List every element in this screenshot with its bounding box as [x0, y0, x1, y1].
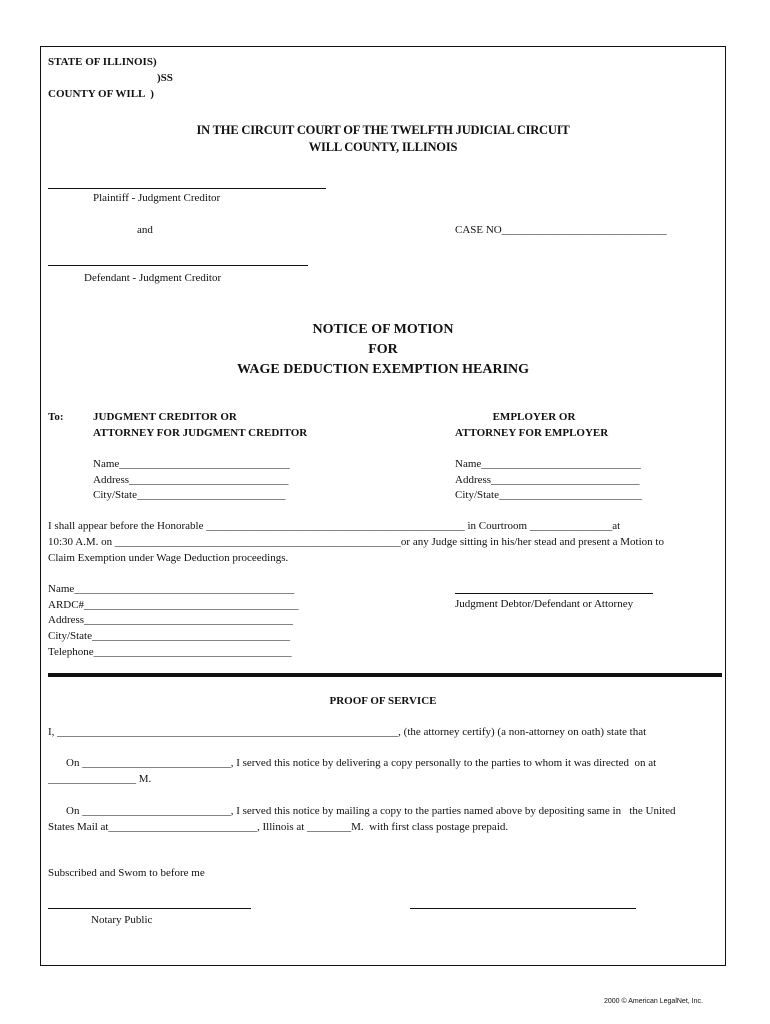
employer-heading1: EMPLOYER OR — [492, 411, 576, 423]
signature-line[interactable] — [455, 593, 653, 594]
to-label: To: — [48, 411, 64, 423]
and-label: and — [137, 224, 153, 236]
creditor-address-field[interactable]: Address_____________________________ — [93, 474, 289, 486]
employer-name-field[interactable]: Name_____________________________ — [455, 458, 641, 470]
subscribed-text: Subscribed and Swom to before me — [48, 867, 205, 879]
attorney-address-field[interactable]: Address______________________________________ — [48, 614, 294, 626]
certify-line[interactable]: I, ______________________________________________________________, (the attorney certify) (a non-attorney on oath) state that — [48, 726, 647, 738]
plaintiff-label: Plaintiff - Judgment Creditor — [93, 192, 221, 204]
notary-signature-line[interactable] — [48, 908, 251, 909]
server-signature-line[interactable] — [410, 908, 636, 909]
notary-label: Notary Public — [91, 914, 153, 926]
creditor-heading1: JUDGMENT CREDITOR OR — [93, 411, 237, 423]
state-line: STATE OF ILLINOIS) — [48, 56, 157, 68]
motion-line1[interactable]: I shall appear before the Honorable _______________________________________________ in Courtroom _______________at — [48, 520, 621, 532]
employer-city-field[interactable]: City/State__________________________ — [455, 489, 642, 501]
personal-service-line2[interactable]: ________________ M. — [48, 773, 152, 785]
telephone-field[interactable]: Telephone____________________________________ — [48, 646, 292, 658]
county-line: COUNTY OF WILL ) — [48, 88, 154, 100]
case-no-field[interactable]: CASE NO______________________________ — [455, 224, 667, 236]
motion-line2[interactable]: 10:30 A.M. on ____________________________________________________or any Judge sitting in his/her stead and present a Motion to — [48, 536, 664, 548]
mail-service-line1[interactable]: On ___________________________, I served this notice by mailing a copy to the parties named above by depositing same in the United — [66, 805, 676, 817]
plaintiff-line — [48, 188, 326, 189]
signature-label: Judgment Debtor/Defendant or Attorney — [455, 598, 634, 610]
employer-address-field[interactable]: Address___________________________ — [455, 474, 640, 486]
motion-line3: Claim Exemption under Wage Deduction proceedings. — [48, 552, 289, 564]
copyright-footer: 2000 © American LegalNet, Inc. — [604, 998, 703, 1005]
defendant-label: Defendant - Judgment Creditor — [84, 272, 222, 284]
creditor-city-field[interactable]: City/State___________________________ — [93, 489, 286, 501]
attorney-name-field[interactable]: Name________________________________________ — [48, 583, 295, 595]
creditor-name-field[interactable]: Name_______________________________ — [93, 458, 290, 470]
ardc-field[interactable]: ARDC#_______________________________________ — [48, 599, 299, 611]
mail-service-line2[interactable]: States Mail at___________________________, Illinois at ________M. with first class postage prepaid. — [48, 821, 509, 833]
court-county: WILL COUNTY, ILLINOIS — [308, 140, 458, 154]
title-line1: NOTICE OF MOTION — [312, 322, 454, 337]
title-line3: WAGE DEDUCTION EXEMPTION HEARING — [236, 362, 530, 377]
court-heading: IN THE CIRCUIT COURT OF THE TWELFTH JUDICIAL CIRCUIT — [196, 123, 570, 137]
proof-heading: PROOF OF SERVICE — [329, 695, 437, 707]
section-divider — [48, 673, 722, 677]
title-line2: FOR — [368, 342, 398, 357]
creditor-heading2: ATTORNEY FOR JUDGMENT CREDITOR — [93, 427, 308, 439]
ss-line: )SS — [157, 72, 173, 84]
defendant-line — [48, 265, 308, 266]
attorney-city-field[interactable]: City/State____________________________________ — [48, 630, 290, 642]
employer-heading2: ATTORNEY FOR EMPLOYER — [455, 427, 609, 439]
personal-service-line1[interactable]: On ___________________________, I served this notice by delivering a copy personally to the parties to whom it was directed on at — [66, 757, 657, 769]
